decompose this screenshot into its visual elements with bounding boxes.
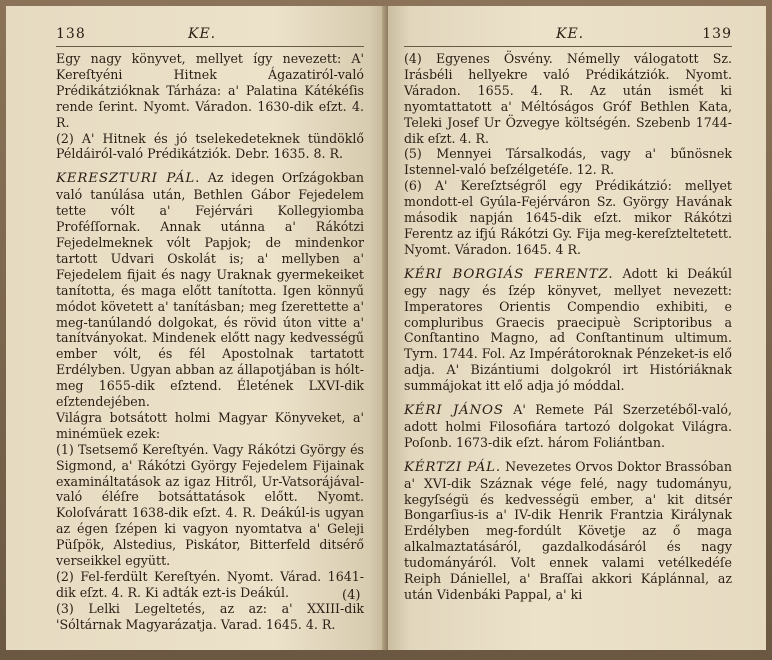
paragraph: (1) Tsetsemő Kereſtyén. Vagy Rákótzi György és Sigmond, a' Rákótzi György Fejedelem Fijainak examináltatások az igaz Hitről, Ur-Vatsorájával-való éléſre botsáttatások előtt. Nyomt. Koloſváratt 1638-dik eſzt. 4. R. Deákúl-is ugyan az égen ſzépen ki vagyon nyomtatva a' Geleji Püſpök, Alstedius, Piskátor, Bitterfeld ditsérő verseikkel együtt. [56, 441, 364, 569]
entry-name: KÉRI BORGIÁS FERENTZ. [404, 266, 614, 282]
entry-paragraph: KÉRTZI PÁL. Nevezetes Orvos Doktor Brassóban a' XVI-dik Száznak vége felé, nagy tudományu, kegyſségü és kedvességü ember, a' kit ditsér Bongarſius-is a' IV-dik Henrik Frantzia Királynak Erdélyben meg-fordúlt Követje az ő maga alkalmaztatásáról, gazdalkodásáról és nagy tudományáról. Volt ennek valami vetélkedéſe Reiph Dániellel, a' Braſſai akkori Káplánnal, az után Videnbáki Pappal, a' ki [404, 458, 732, 602]
entry-paragraph: KÉRI JÁNOS A' Remete Pál Szerzetéből-való, adott holmi Filosofiára tartozó dolgokat Világra. Poſonb. 1673-dik eſzt. három Foliántban. [404, 402, 732, 450]
right-page-body [404, 51, 732, 603]
paragraph: (3) Lelki Legeltetés, az az: a' XXIII-dik 'Sóltárnak Magyarázatja. Varad. 1645. 4. R. [56, 600, 364, 632]
entry-name: KERESZTURI PÁL. [56, 171, 201, 187]
paragraph: (5) Mennyei Társalkodás, vagy a' bűnösnek Istennel-való beſzélgetéſe. 12. R. [404, 146, 732, 178]
left-page [6, 6, 388, 650]
paragraph: (2) Fel-ferdült Kereſtyén. Nyomt. Várad. 1641-dik eſzt. 4. R. Ki adták ezt-is Deákúl. [56, 569, 364, 600]
paragraph: Világra botsátott holmi Magyar Könyveket, a' minémüek ezek: [56, 409, 364, 441]
left-running-head: KE. [188, 26, 217, 42]
left-page-header [56, 26, 364, 47]
paragraph: (6) A' Kereſztségről egy Prédikátzió: mellyet mondott-el Gyúla-Fejérváron Sz. György Havának második napján 1645-dik eſzt. mikor Rákótzi Ferentz az ifjú Rákótzi Gy. Fija meg-kereſzteltetett. Nyomt. Váradon. 1645. 4 R. [404, 178, 732, 257]
left-page-number: 138 [56, 26, 86, 42]
left-page-body [56, 51, 364, 633]
entry-paragraph: KERESZTURI PÁL. Az idegen Orſzágokban való tanúlása után, Bethlen Gábor Fejedelem tette vólt a' Fejérvári Kollegyiomba Proféſſornak. Annak utánna a' Rákótzi Fejedelmeknek vólt Papjok; de mindenkor tartott Udvari Oskolát is; a' mellyben a' Fejedelem fijait és nagy Uraknak gyermekeiket tanította, és maga előtt tanította. Igen könnyű módot követett a' tanításban; meg ſzerettette a' meg-tanúlandó dolgokat, és rövid úton vitte a' tanítványokat. Mindenek előtt nagy kedvességű ember vólt, és fél Apostolnak tartatott Erdélyben. Ugyan abban az állapotjában is hólt-meg 1655-dik eſztend. Életének LXVI-dik eſztendejében. [56, 170, 365, 410]
paragraph: (4) Egyenes Ösvény. Némelly válogatott Sz. Irásbéli hellyekre való Prédikátziók. Nyomt. Váradon. 1655. 4. R. Az után ismét ki nyomtattatott a' Méltóságos Gróf Bethlen Kata, Teleki Josef Ur Özvegye költségén. Szebenb 1744-dik eſzt. 4. R. [404, 51, 732, 146]
paragraph: Egy nagy könyvet, mellyet így nevezett: A' Kereſtyéni Hitnek Ágazatiról-való Prédikátzióknak Tárháza: a' Palatina Kátékéſis rende ſerint. Nyomt. Váradon. 1630-dik eſzt. 4. R. [56, 51, 364, 130]
entry-paragraph: KÉRI BORGIÁS FERENTZ. Adott ki Deákúl egy nagy és ſzép könyvet, mellyet nevezett: Imperatores Orientis Compendio exhibiti, e compluribus Graecis praecipuè Scriptoribus a Conſtantino Magno, ad Conſtantinum ultimum. Tyrn. 1744. Fol. Az Impérátoroknak Pénzeket-is elő adja. A' Bizántiumi dolgokról irt Históriáknak summájokat itt elő adja jó móddal. [404, 265, 733, 394]
right-page [388, 6, 766, 650]
entry-name: KÉRTZI PÁL. [404, 459, 501, 475]
right-page-header [404, 26, 732, 47]
right-page-number: 139 [702, 26, 732, 42]
signature-mark: (4) [342, 588, 361, 603]
paragraph: (2) A' Hitnek és jó tselekedeteknek tündöklő Példáiról-való Prédikátziók. Debr. 1635. 8. R. [56, 130, 364, 162]
entry-name: KÉRI JÁNOS [404, 403, 504, 419]
right-running-head: KE. [556, 26, 585, 42]
